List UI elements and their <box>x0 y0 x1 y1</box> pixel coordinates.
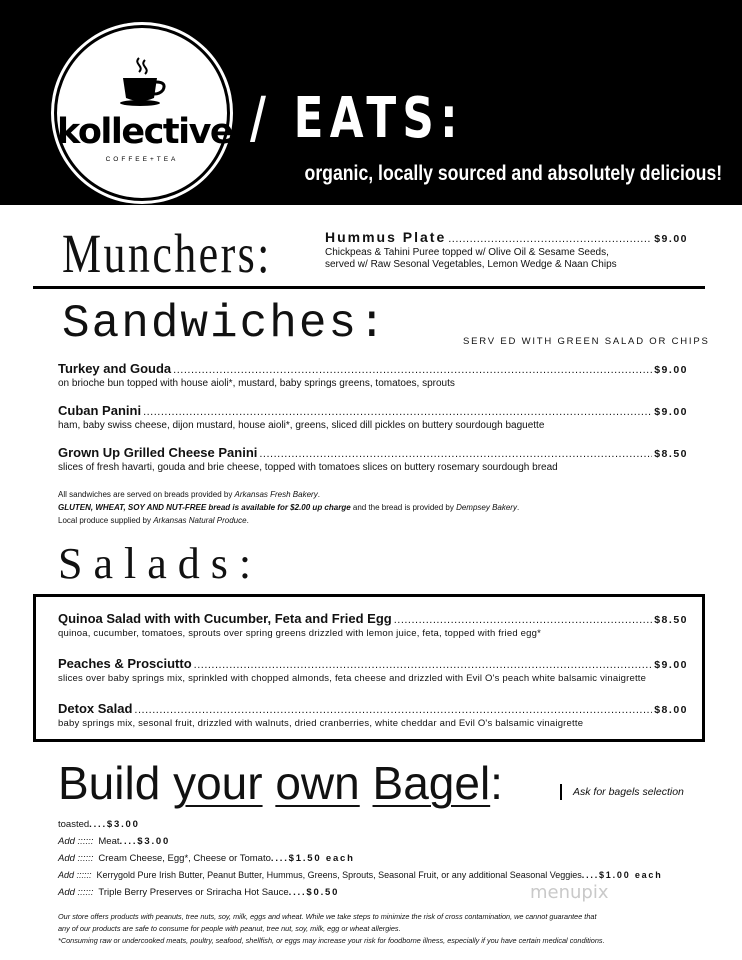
item-description: ham, baby swiss cheese, dijon mustard, house aioli*, greens, sliced dill pickles on buttery sourdough baguette <box>58 420 545 431</box>
item-name: Grown Up Grilled Cheese Panini <box>58 445 258 460</box>
item-name: Peaches & Prosciutto <box>58 656 192 671</box>
bagel-option: Add :::::: Kerrygold Pure Irish Butter, Peanut Butter, Hummus, Greens, Sprouts, Seasonal Fruit, or any additional Seasonal Veggies....$1.00 each <box>58 870 663 880</box>
item-name: Cuban Panini <box>58 403 142 418</box>
menu-item-quinoa-salad <box>58 611 688 639</box>
item-name: Quinoa Salad with with Cucumber, Feta and Fried Egg <box>58 611 392 626</box>
bagel-selection-note: Ask for bagels selection <box>573 786 684 798</box>
menu-item-cuban-panini <box>58 403 688 431</box>
leader-dots <box>448 233 652 245</box>
menu-item-hummus-plate <box>325 229 688 270</box>
coffee-cup-icon <box>117 56 167 108</box>
watermark: menupix <box>530 882 609 903</box>
item-price: $9.00 <box>654 233 688 245</box>
menu-item-detox-salad <box>58 701 688 729</box>
item-description: Chickpeas & Tahini Puree topped w/ Olive Oil & Sesame Seeds, <box>325 247 609 258</box>
leader-dots <box>143 406 652 418</box>
divider-bar <box>560 784 562 800</box>
munchers-title: Munchers: <box>62 223 272 284</box>
item-description: on brioche bun topped with house aioli*, mustard, baby springs greens, tomatoes, sprouts <box>58 378 455 389</box>
sandwich-notes <box>58 488 519 527</box>
menu-item-grilled-cheese <box>58 445 688 473</box>
sandwiches-note: SERV ED WITH GREEN SALAD OR CHIPS <box>463 336 710 347</box>
item-price: $8.00 <box>654 704 688 716</box>
bread-note: All sandwiches are served on breads provided by Arkansas Fresh Bakery. <box>58 490 320 499</box>
bagel-title: Build your own Bagel: <box>58 757 503 809</box>
produce-note: Local produce supplied by Arkansas Natural Produce. <box>58 516 249 525</box>
bagel-option-toasted: toasted....$3.00 <box>58 819 140 830</box>
bagel-option: Add :::::: Triple Berry Preserves or Sriracha Hot Sauce....$0.50 <box>58 887 340 898</box>
bagel-option: Add :::::: Meat....$3.00 <box>58 836 171 847</box>
salads-title: Salads: <box>58 539 263 588</box>
item-price: $9.00 <box>654 406 688 418</box>
section-divider <box>33 286 705 289</box>
leader-dots <box>173 364 652 376</box>
item-description: slices over baby springs mix, sprinkled with chopped almonds, feta cheese and drizzled with Evil O's peach white balsamic vinaigrette <box>58 673 647 684</box>
item-description: served w/ Raw Sesonal Vegetables, Lemon Wedge & Naan Chips <box>325 259 617 270</box>
item-price: $9.00 <box>654 364 688 376</box>
item-name: Turkey and Gouda <box>58 361 172 376</box>
item-price: $8.50 <box>654 614 688 626</box>
sandwiches-title: Sandwiches: <box>62 298 388 350</box>
tagline: organic, locally sourced and absolutely delicious! <box>304 162 722 185</box>
bagel-option: Add :::::: Cream Cheese, Egg*, Cheese or Tomato....$1.50 each <box>58 853 355 864</box>
leader-dots <box>194 659 653 671</box>
item-price: $9.00 <box>654 659 688 671</box>
item-name: Detox Salad <box>58 701 133 716</box>
item-description: slices of fresh havarti, gouda and brie cheese, topped with tomatoes slices on buttery rosemary sourdough bread <box>58 462 558 473</box>
logo-subtitle: COFFEE+TEA <box>105 156 179 163</box>
gluten-free-note: GLUTEN, WHEAT, SOY AND NUT-FREE bread is available for $2.00 up charge and the bread is provided by Dempsey Bakery. <box>58 503 520 512</box>
menu-item-peaches-prosciutto <box>58 656 688 684</box>
item-description: baby springs mix, sesonal fruit, drizzled with walnuts, dried cranberries, white cheddar and Evil O's balsamic vinaigrette <box>58 718 584 729</box>
item-description: quinoa, cucumber, tomatoes, sprouts over spring greens drizzled with lemon juice, feta, topped with fried egg* <box>58 628 542 639</box>
allergy-disclaimer: Our store offers products with peanuts, tree nuts, soy, milk, eggs and wheat. While we take steps to minimize the risk of cross contamination, we cannot guarantee that any of our products are safe to consume for people with peanut, tree nut, soy, milk, egg or wheat allergies. *Consuming raw or undercooked meats, poultry, seafood, shellfish, or eggs may increase your risk for foodborne illness, especially if you have certain medical conditions. <box>58 912 605 945</box>
item-price: $8.50 <box>654 448 688 460</box>
item-name: Hummus Plate <box>325 229 447 245</box>
leader-dots <box>134 704 652 716</box>
leader-dots <box>394 614 653 626</box>
menu-item-turkey-gouda <box>58 361 688 389</box>
leader-dots <box>259 448 652 460</box>
logo-name: kollective <box>57 112 233 152</box>
kollective-logo <box>54 25 233 201</box>
page-title: / EATS: <box>250 86 464 151</box>
